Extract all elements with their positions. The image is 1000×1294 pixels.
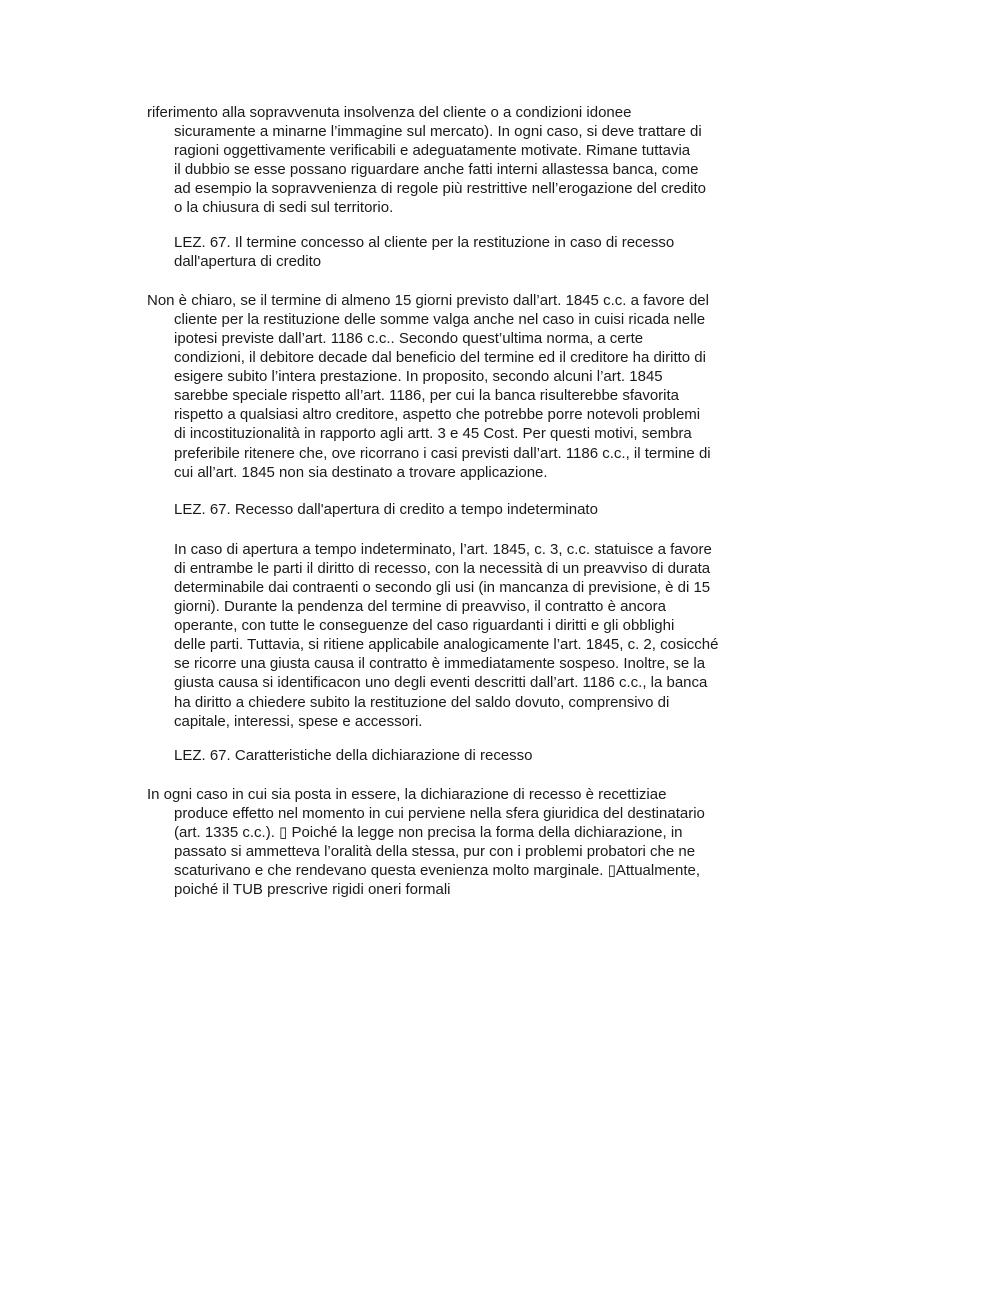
heading-recesso-tempo-indeterminato: LEZ. 67. Recesso dall'apertura di credito a tempo indeterminato <box>174 500 598 518</box>
paragraph-termine-15-giorni: Non è chiaro, se il termine di almeno 15 giorni previsto dall’art. 1845 c.c. a favore del cliente per la restituzione delle somme valga anche nel caso in cuisi ricada nelle ipotesi previste dall’art. 1186 c.c.. Secondo quest’ultima norma, a certe condizioni, il debitore decade dal beneficio del termine ed il creditore ha diritto di esigere subito l’intera prestazione. In proposito, secondo alcuni l’art. 1845 sarebbe speciale rispetto all’art. 1186, per cui la banca risulterebbe sfavorita rispetto a qualsiasi altro creditore, aspetto che potrebbe porre notevoli problemi di incostituzionalità in rapporto agli artt. 3 e 45 Cost. Per questi motivi, sembra preferibile ritenere che, ove ricorrano i casi previsti dall’art. 1186 c.c., il termine di cui all’art. 1845 non sia destinato a trovare applicazione. <box>147 291 711 481</box>
heading-termine-restituzione: LEZ. 67. Il termine concesso al cliente per la restituzione in caso di recesso dall'apertura di credito <box>174 233 675 270</box>
paragraph-dichiarazione-recesso: In ogni caso in cui sia posta in essere, la dichiarazione di recesso è recettiziae produce effetto nel momento in cui perviene nella sfera giuridica del destinatario (art. 1335 c.c.). ▯ Poiché la legge non precisa la forma della dichiarazione, in passato si ammetteva l’oralità della stessa, pur con i problemi probatori che ne scaturivano e che rendevano questa evenienza molto marginale. ▯Attualmente, poiché il TUB prescrive rigidi oneri formali <box>147 785 705 899</box>
heading-caratteristiche-dichiarazione: LEZ. 67. Caratteristiche della dichiarazione di recesso <box>174 746 533 764</box>
page-content <box>147 103 822 899</box>
paragraph-insolvenza: riferimento alla sopravvenuta insolvenza del cliente o a condizioni idonee sicuramente a minarne l’immagine sul mercato). In ogni caso, si deve trattare di ragioni oggettivamente verificabili e adeguatamente motivate. Rimane tuttavia il dubbio se esse possano riguardare anche fatti interni allastessa banca, come ad esempio la sopravvenienza di regole più restrittive nell’erogazione del credito o la chiusura di sedi sul territorio. <box>147 104 706 217</box>
paragraph-apertura-tempo-indeterminato: In caso di apertura a tempo indeterminato, l’art. 1845, c. 3, c.c. statuisce a favore di entrambe le parti il diritto di recesso, con la necessità di un preavviso di durata determinabile dai contraenti o secondo gli usi (in mancanza di previsione, è di 15 giorni). Durante la pendenza del termine di preavviso, il contratto è ancora operante, con tutte le conseguenze del caso riguardanti i diritti e gli obblighi delle parti. Tuttavia, si ritiene applicabile analogicamente l’art. 1845, c. 2, cosicché se ricorre una giusta causa il contratto è immediatamente sospeso. Inoltre, se la giusta causa si identificacon uno degli eventi descritti dall’art. 1186 c.c., la banca ha diritto a chiedere subito la restituzione del saldo dovuto, comprensivo di capitale, interessi, spese e accessori. <box>174 540 719 730</box>
